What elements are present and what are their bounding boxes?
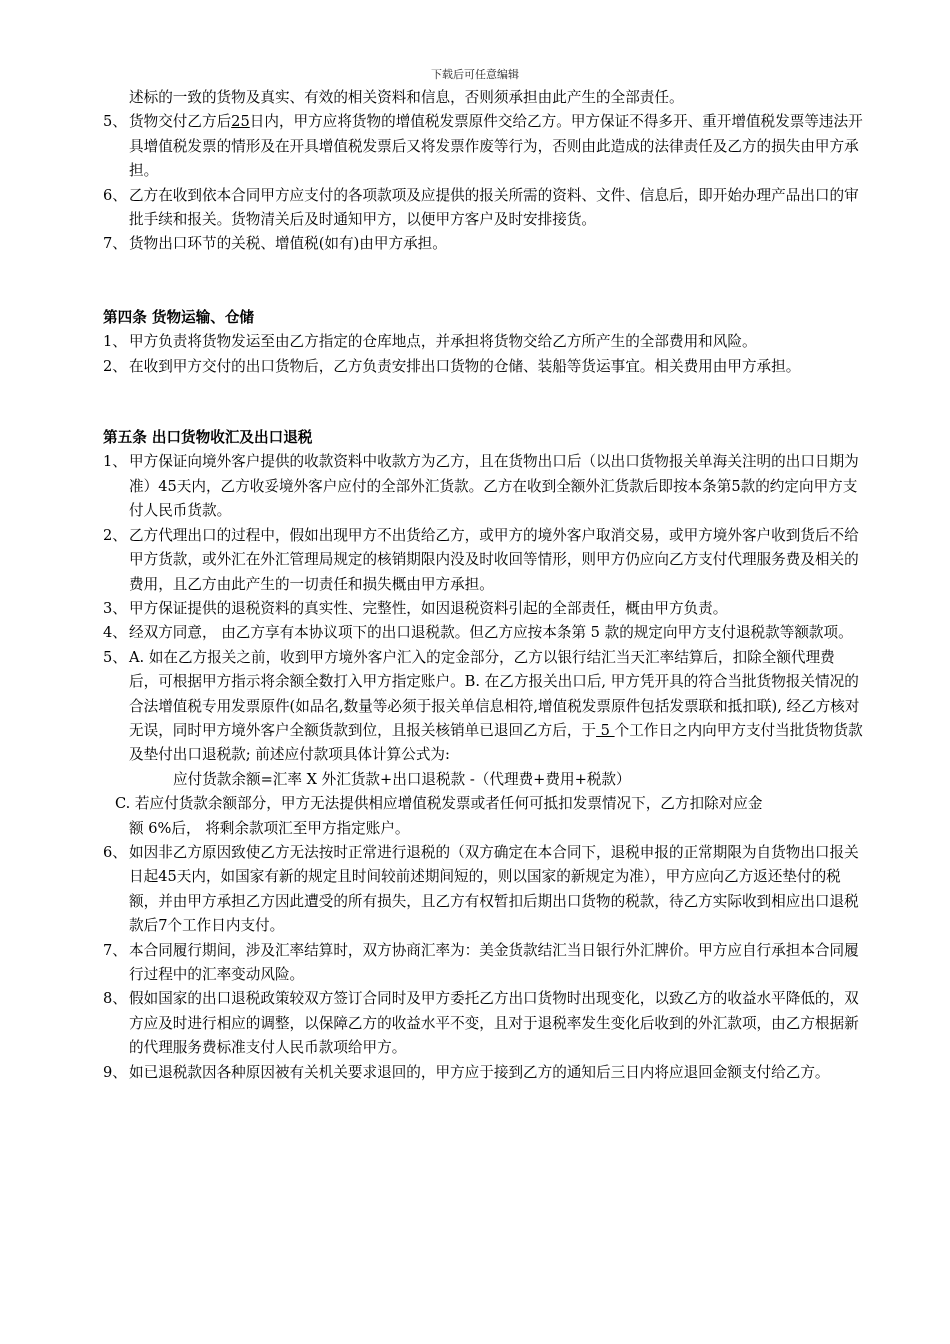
- clause-item: [103, 987, 863, 1060]
- sub-clause-c: C. 若应付货款余额部分，甲方无法提供相应增值税发票或者任何可抵扣发票情况下，乙方扣除对应金: [115, 795, 763, 813]
- continuation-paragraph: 述标的一致的货物及真实、有效的相关资料和信息，否则须承担由此产生的全部责任。: [129, 89, 684, 106]
- clause-number: 7、: [103, 941, 127, 959]
- clause-number: 8、: [103, 990, 127, 1008]
- underlined-value: 25: [231, 113, 250, 131]
- section-heading: 第四条 货物运输、仓储: [103, 308, 255, 326]
- page-header: 下载后可任意编辑: [431, 68, 519, 81]
- clause-item: [103, 330, 863, 354]
- clause-text: 个工作日之内向甲方支付当批货物货款及垫付出口退税款; 前述应付款项具体计算公式为:: [129, 721, 863, 764]
- clause-text: 甲方保证提供的退税资料的真实性、完整性，如因退税资料引起的全部责任，概由甲方负责。: [129, 599, 728, 617]
- clause-text: 如已退税款因各种原因被有关机关要求退回的，甲方应于接到乙方的通知后三日内将应退回金额支付给乙方。: [129, 1063, 830, 1081]
- clause-item: [103, 450, 863, 523]
- clause-text: 本合同履行期间，涉及汇率结算时，双方协商汇率为：美金货款结汇当日银行外汇牌价。甲方应自行承担本合同履行过程中的汇率变动风险。: [129, 941, 859, 983]
- clause-number: 9、: [103, 1063, 127, 1081]
- clause-number: 6、: [103, 843, 127, 861]
- clause-item: [103, 939, 863, 988]
- clause-item: [103, 1061, 863, 1085]
- clause-number: 1、: [103, 333, 127, 351]
- clause-item: [103, 355, 863, 379]
- section-heading: 第五条 出口货物收汇及出口退税: [103, 429, 313, 447]
- clause-text: 甲方保证向境外客户提供的收款资料中收款方为乙方，且在货物出口后（以出口货物报关单海关注明的出口日期为准）45天内，乙方收妥境外客户应付的全部外汇货款。乙方在收到全额外汇货款后即按本条第5款的约定向甲方支付人民币货款。: [129, 453, 859, 520]
- clause-item: [103, 110, 863, 183]
- clause-text: 经双方同意， 由乙方享有本协议项下的出口退税款。但乙方应按本条第 5 款的规定向甲方支付退税款等额款项。: [129, 624, 853, 642]
- clause-text: 甲方负责将货物发运至由乙方指定的仓库地点，并承担将货物交给乙方所产生的全部费用和风险。: [129, 333, 757, 351]
- payment-formula: 应付货款余额=汇率 X 外汇货款+出口退税款 -（代理费+费用+税款）: [173, 770, 631, 788]
- clause-text: 假如国家的出口退税政策较双方签订合同时及甲方委托乙方出口货物时出现变化，以致乙方的收益水平降低的，双方应及时进行相应的调整，以保障乙方的收益水平不变，且对于退税率发生变化后收到的外汇款项，由乙方根据新的代理服务费标准支付人民币款项给甲方。: [129, 990, 859, 1057]
- underlined-value: 5: [596, 721, 615, 739]
- clause-text: 货物出口环节的关税、增值税(如有)由甲方承担。: [129, 235, 447, 253]
- clause-text: 乙方代理出口的过程中，假如出现甲方不出货给乙方，或甲方的境外客户取消交易，或甲方境外客户收到货后不给甲方货款，或外汇在外汇管理局规定的核销期限内没及时收回等情形，则甲方仍应向乙方支付代理服务费及相关的费用，且乙方由此产生的一切责任和损失概由甲方承担。: [129, 526, 859, 593]
- clause-text: 货物交付乙方后: [129, 113, 232, 131]
- sub-clause-c-continued: 额 6%后， 将剩余款项汇至甲方指定账户。: [129, 819, 410, 837]
- clause-item: [103, 646, 863, 768]
- clause-item: [103, 232, 863, 256]
- document-body: [103, 86, 863, 1085]
- clause-number: 5、: [103, 648, 127, 666]
- clause-text: A. 如在乙方报关之前，收到甲方境外客户汇入的定金部分，乙方以银行结汇当天汇率结算后，扣除全额代理费后，可根据甲方指示将余额全数打入甲方指定账户。B. 在乙方报关出口后, 甲方凭开具的符合当批货物报关情况的合法增值税专用发票原件(如品名,数量等必须于报关单信息相符,增值税发票原件包括发票联和抵扣联), 经乙方核对无误，同时甲方境外客户全额货款到位，且报关核销单已退回乙方后，于: [129, 648, 860, 739]
- clause-item: [103, 597, 863, 621]
- clause-text: 日内，甲方应将货物的增值税发票原件交给乙方。甲方保证不得多开、重开增值税发票等违法开具增值税发票的情形及在开具增值税发票后又将发票作废等行为，否则由此造成的法律责任及乙方的损失由甲方承担。: [129, 113, 863, 180]
- clause-text: 在收到甲方交付的出口货物后，乙方负责安排出口货物的仓储、装船等货运事宜。相关费用由甲方承担。: [129, 357, 801, 375]
- clause-number: 1、: [103, 453, 127, 471]
- clause-number: 2、: [103, 357, 127, 375]
- clause-number: 6、: [103, 186, 127, 204]
- clause-item: [103, 621, 863, 645]
- clause-item: [103, 524, 863, 597]
- clause-number: 3、: [103, 599, 127, 617]
- clause-item: [103, 184, 863, 233]
- clause-text: 如因非乙方原因致使乙方无法按时正常进行退税的（双方确定在本合同下，退税申报的正常期限为自货物出口报关日起45天内，如国家有新的规定且时间较前述期间短的，则以国家的新规定为准），甲方应向乙方返还垫付的税额，并由甲方承担乙方因此遭受的所有损失，且乙方有权暂扣后期出口货物的税款，待乙方实际收到相应出口退税款后7个工作日内支付。: [129, 843, 859, 935]
- clause-number: 2、: [103, 526, 127, 544]
- clause-item: [103, 841, 863, 939]
- clause-text: 乙方在收到依本合同甲方应支付的各项款项及应提供的报关所需的资料、文件、信息后，即开始办理产品出口的审批手续和报关。货物清关后及时通知甲方，以便甲方客户及时安排接货。: [129, 186, 859, 229]
- clause-number: 5、: [103, 113, 127, 131]
- clause-number: 7、: [103, 235, 127, 253]
- clause-number: 4、: [103, 624, 127, 642]
